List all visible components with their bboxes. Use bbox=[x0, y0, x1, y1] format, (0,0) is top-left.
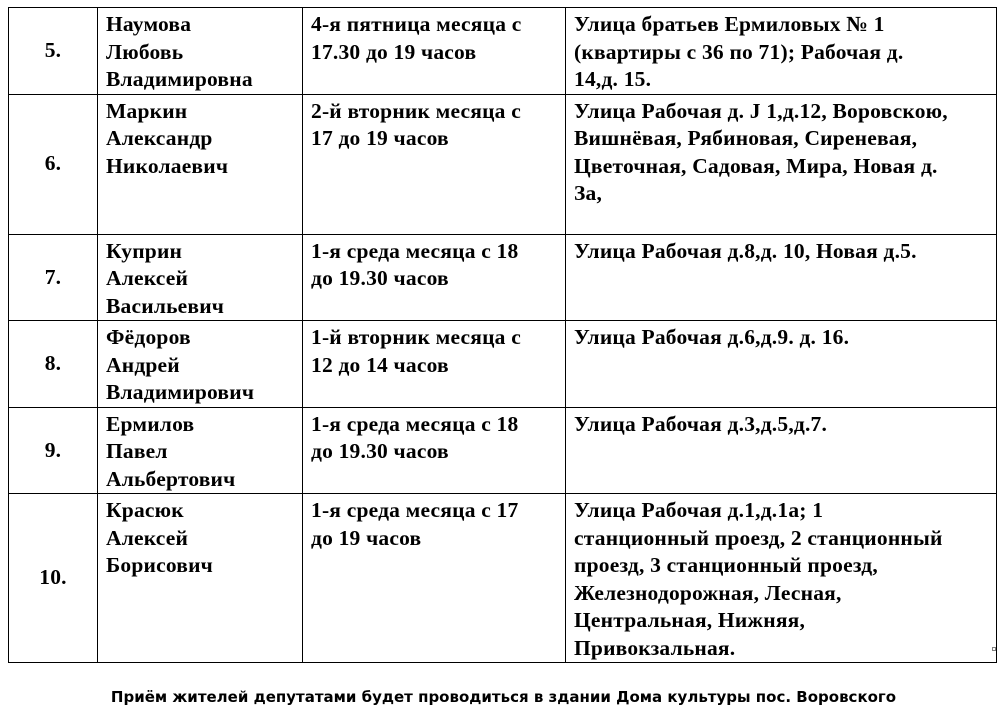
address-list: Улица Рабочая д. J 1,д.12, Воровскою, Вишнёвая, Рябиновая, Сиреневая, Цветочная, Садовая, Мира, Новая д. За, bbox=[566, 94, 997, 234]
table-row bbox=[9, 321, 997, 408]
table-row bbox=[9, 494, 997, 663]
reception-schedule: 1-й вторник месяца с 12 до 14 часов bbox=[303, 321, 566, 408]
address-list: Улица Рабочая д.8,д. 10, Новая д.5. bbox=[566, 234, 997, 321]
table-row bbox=[9, 407, 997, 494]
row-number: 6. bbox=[9, 94, 98, 234]
row-number: 5. bbox=[9, 8, 98, 95]
row-number: 7. bbox=[9, 234, 98, 321]
row-number: 8. bbox=[9, 321, 98, 408]
reception-schedule: 4-я пятница месяца с 17.30 до 19 часов bbox=[303, 8, 566, 95]
deputy-name: Наумова Любовь Владимировна bbox=[98, 8, 303, 95]
row-number: 10. bbox=[9, 494, 98, 663]
reception-schedule: 1-я среда месяца с 18 до 19.30 часов bbox=[303, 234, 566, 321]
address-list: Улица Рабочая д.1,д.1а; 1 станционный проезд, 2 станционный проезд, 3 станционный проезд, Железнодорожная, Лесная, Центральная, Нижняя, Привокзальная. bbox=[566, 494, 997, 663]
deputy-name: Фёдоров Андрей Владимирович bbox=[98, 321, 303, 408]
reception-schedule: 1-я среда месяца с 17 до 19 часов bbox=[303, 494, 566, 663]
reception-schedule: 2-й вторник месяца с 17 до 19 часов bbox=[303, 94, 566, 234]
deputies-reception-table bbox=[8, 7, 997, 663]
address-list: Улица Рабочая д.6,д.9. д. 16. bbox=[566, 321, 997, 408]
address-list: Улица Рабочая д.3,д.5,д.7. bbox=[566, 407, 997, 494]
deputy-name: Куприн Алексей Васильевич bbox=[98, 234, 303, 321]
reception-schedule: 1-я среда месяца с 18 до 19.30 часов bbox=[303, 407, 566, 494]
table-row bbox=[9, 234, 997, 321]
deputy-name: Красюк Алексей Борисович bbox=[98, 494, 303, 663]
deputy-name: Маркин Александр Николаевич bbox=[98, 94, 303, 234]
row-number: 9. bbox=[9, 407, 98, 494]
address-list: Улица братьев Ермиловых № 1 (квартиры с 36 по 71); Рабочая д. 14,д. 15. bbox=[566, 8, 997, 95]
table-row bbox=[9, 8, 997, 95]
table-resize-handle[interactable] bbox=[992, 647, 996, 651]
footer-note: Приём жителей депутатами будет проводиться в здании Дома культуры пос. Воровского bbox=[110, 688, 897, 706]
table-row bbox=[9, 94, 997, 234]
deputy-name: Ермилов Павел Альбертович bbox=[98, 407, 303, 494]
